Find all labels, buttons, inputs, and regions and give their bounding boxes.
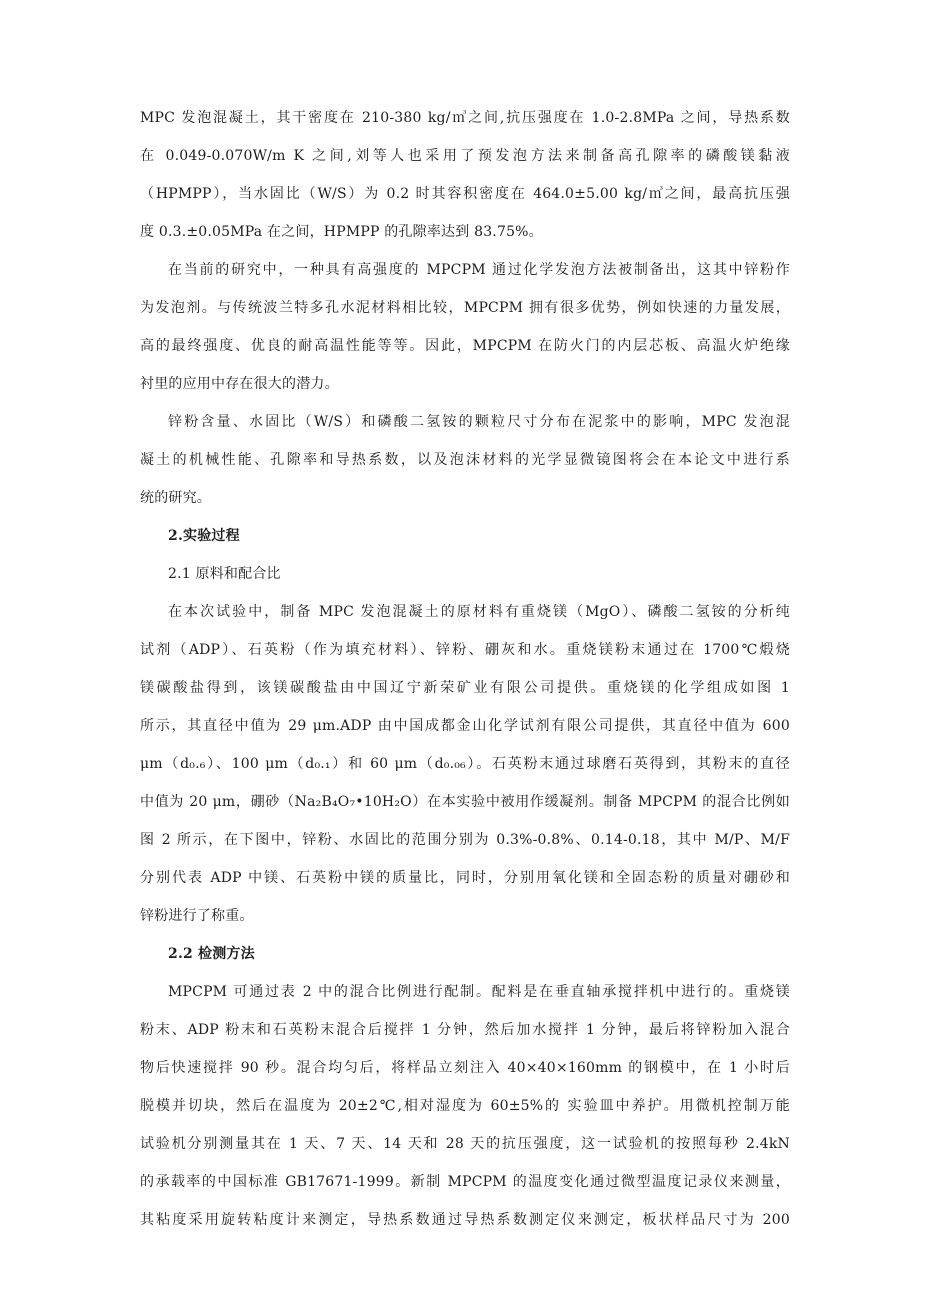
body-text-line: 锌粉进行了称重。 [140, 908, 254, 924]
body-text-line: （HPMPP），当水固比（W/S）为 0.2 时其容积密度在 464.0±5.00 kg/㎥之间，最高抗压强 [140, 186, 790, 202]
body-text-line: 在当前的研究中，一种具有高强度的 MPCPM 通过化学发泡方法被制备出，这其中锌粉作 [168, 262, 790, 278]
body-text-line: MPCPM 可通过表 2 中的混合比例进行配制。配料是在垂直轴承搅拌机中进行的。重烧镁 [168, 984, 790, 1000]
body-text-line: 试验机分别测量其在 1 天、7 天、14 天和 28 天的抗压强度，这一试验机的按照每秒 2.4kN [140, 1136, 790, 1152]
body-text-line: 在本次试验中，制备 MPC 发泡混凝土的原材料有重烧镁（MgO）、磷酸二氢铵的分析纯 [168, 604, 790, 620]
body-text-line: 统的研究。 [140, 490, 211, 506]
body-text-line: 的承载率的中国标准 GB17671-1999。新制 MPCPM 的温度变化通过微型温度记录仪来测量， [140, 1174, 790, 1190]
body-text-line: 其粘度采用旋转粘度计来测定，导热系数通过导热系数测定仪来测定，板状样品尺寸为 200 [140, 1212, 790, 1228]
body-text-line: 锌粉含量、水固比（W/S）和磷酸二氢铵的颗粒尺寸分布在泥浆中的影响，MPC 发泡混 [168, 414, 790, 430]
subsection-heading-materials: 2.1 原料和配合比 [168, 566, 281, 582]
body-text-line: 度 0.3.±0.05MPa 在之间，HPMPP 的孔隙率达到 83.75%。 [140, 224, 543, 240]
body-text-line: 分别代表 ADP 中镁、石英粉中镁的质量比，同时，分别用氧化镁和全固态粉的质量对硼砂和 [140, 870, 790, 886]
subsection-heading-test-methods: 2.2 检测方法 [168, 946, 255, 962]
body-text-line: μm（d₀.₆）、100 μm（d₀.₁）和 60 μm（d₀.₀₆）。石英粉末通过球磨石英得到，其粉末的直径 [140, 756, 790, 772]
section-heading-experiment: 2.实验过程 [168, 528, 240, 544]
body-text-line: 为发泡剂。与传统波兰特多孔水泥材料相比较，MPCPM 拥有很多优势，例如快速的力量发展， [140, 300, 790, 316]
document-text-body [140, 99, 790, 1239]
body-text-line: 粉末、ADP 粉末和石英粉末混合后搅拌 1 分钟，然后加水搅拌 1 分钟，最后将锌粉加入混合 [140, 1022, 790, 1038]
body-text-line: 衬里的应用中存在很大的潜力。 [140, 376, 339, 392]
body-text-line: 试剂（ADP）、石英粉（作为填充材料）、锌粉、硼灰和水。重烧镁粉末通过在 1700℃煅烧 [140, 642, 790, 658]
body-text-line: 凝土的机械性能、孔隙率和导热系数，以及泡沫材料的光学显微镜图将会在本论文中进行系 [140, 452, 790, 468]
body-text-line: 高的最终强度、优良的耐高温性能等等。因此，MPCPM 在防火门的内层芯板、高温火炉绝缘 [140, 338, 790, 354]
body-text-line: 图 2 所示，在下图中，锌粉、水固比的范围分别为 0.3%-0.8%、0.14-0.18，其中 M/P、M/F [140, 832, 790, 848]
body-text-line: 在 0.049-0.070W/m K 之间,刘等人也采用了预发泡方法来制备高孔隙率的磷酸镁黏液 [140, 148, 790, 164]
body-text-line: 所示，其直径中值为 29 μm.ADP 由中国成都金山化学试剂有限公司提供，其直径中值为 600 [140, 718, 790, 734]
body-text-line: 镁碳酸盐得到，该镁碳酸盐由中国辽宁新荣矿业有限公司提供。重烧镁的化学组成如图 1 [140, 680, 790, 696]
body-text-line: 物后快速搅拌 90 秒。混合均匀后，将样品立刻注入 40×40×160mm 的钢模中，在 1 小时后 [140, 1060, 790, 1076]
body-text-line: 脱模并切块，然后在温度为 20±2℃,相对湿度为 60±5%的 实验皿中养护。用微机控制万能 [140, 1098, 790, 1114]
body-text-line: 中值为 20 μm，硼砂（Na₂B₄O₇•10H₂O）在本实验中被用作缓凝剂。制备 MPCPM 的混合比例如 [140, 794, 790, 810]
body-text-line: MPC 发泡混凝土，其干密度在 210-380 kg/㎥之间,抗压强度在 1.0-2.8MPa 之间，导热系数 [140, 110, 790, 126]
